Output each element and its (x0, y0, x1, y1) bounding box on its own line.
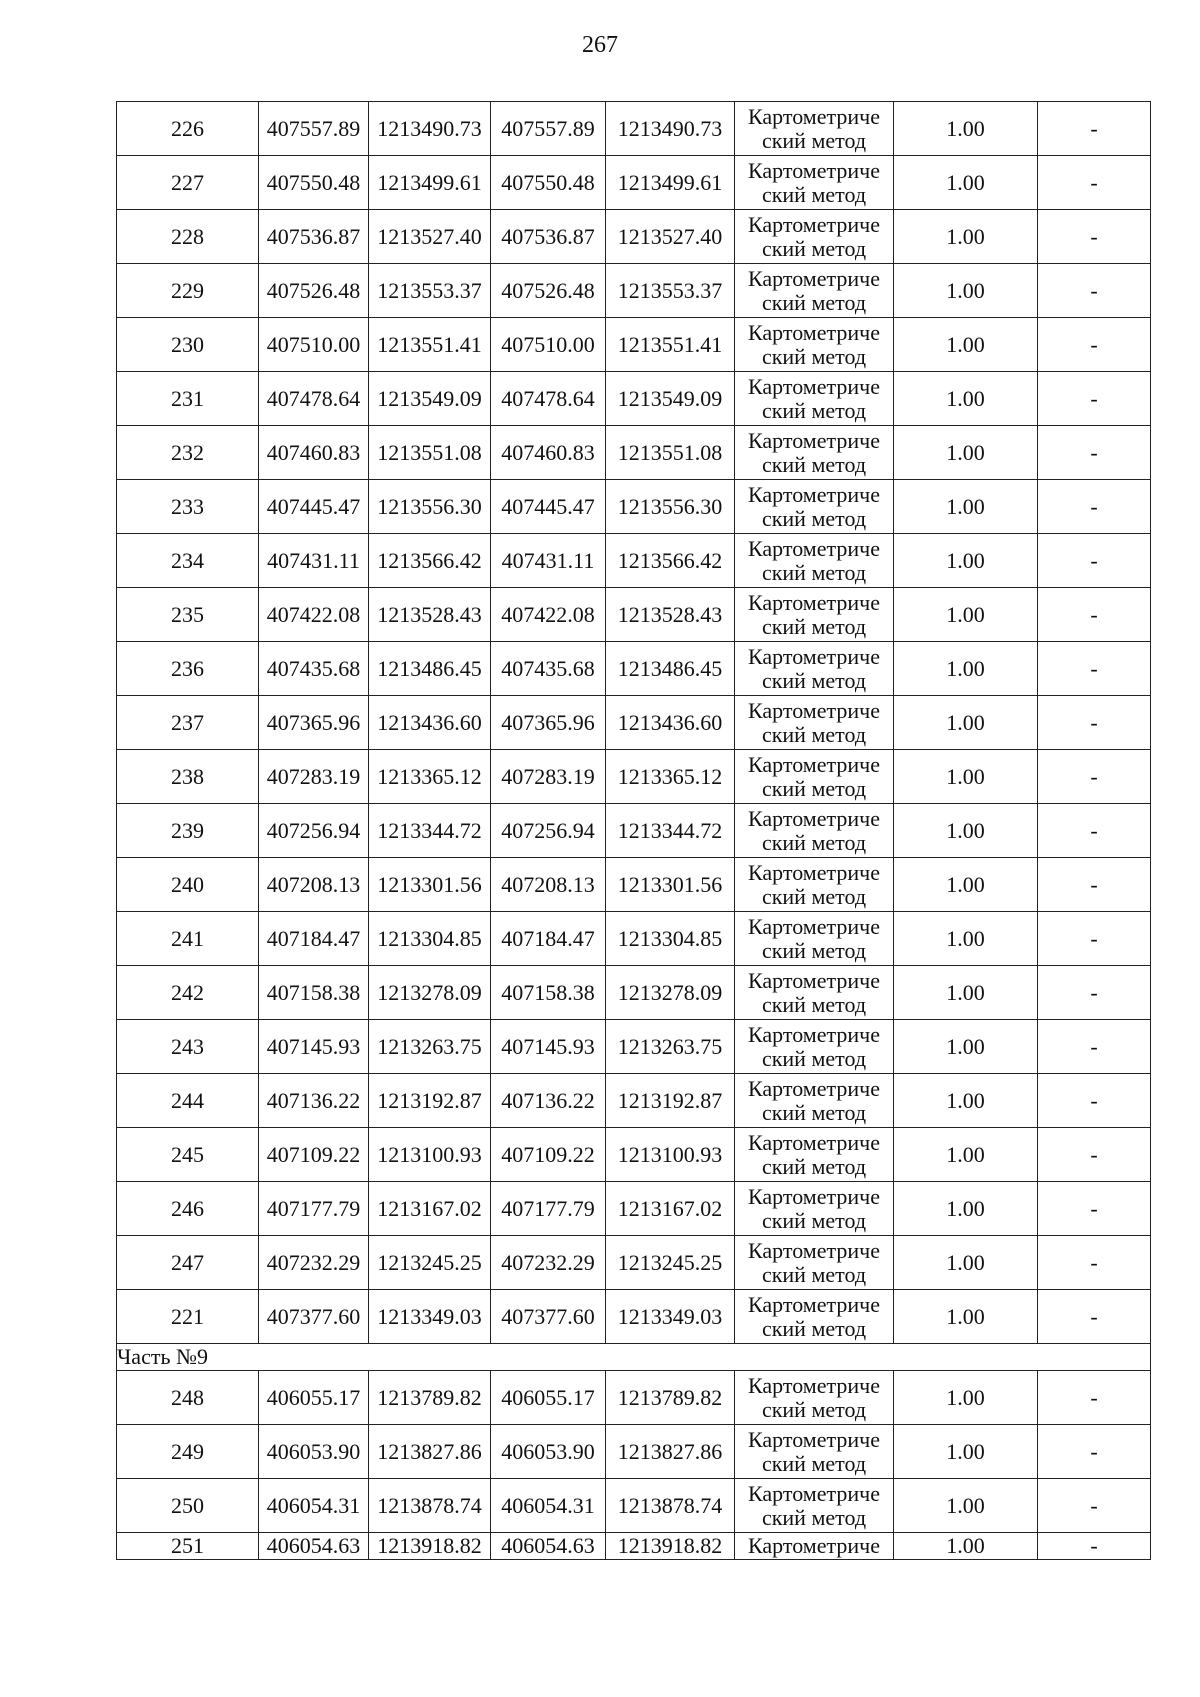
coord-y-existing: 1213365.12 (369, 750, 491, 804)
coord-y-existing: 1213100.93 (369, 1128, 491, 1182)
coord-y-existing: 1213499.61 (369, 156, 491, 210)
accuracy-value: 1.00 (894, 642, 1038, 696)
description-value: - (1038, 1371, 1151, 1425)
method-line-2: ский метод (761, 451, 867, 477)
method-line-1: Картометриче (748, 211, 880, 237)
table-row (117, 1479, 1151, 1533)
coord-x-existing: 407435.68 (259, 642, 369, 696)
table-row (117, 1425, 1151, 1479)
method-cell (735, 1074, 894, 1128)
method-line-1: Картометриче (748, 157, 880, 183)
coord-y-existing: 1213556.30 (369, 480, 491, 534)
coord-y-new: 1213304.85 (606, 912, 735, 966)
method-line-1: Картометриче (748, 589, 880, 615)
coord-x-new: 407435.68 (491, 642, 606, 696)
method-line-1: Картометриче (748, 1075, 880, 1101)
point-number: 234 (117, 534, 259, 588)
method-cell (735, 1020, 894, 1074)
method-cell: Картометриче (735, 1533, 894, 1560)
method-line-1: Картометриче (748, 1129, 880, 1155)
description-value: - (1038, 1533, 1151, 1560)
coord-y-new: 1213827.86 (606, 1425, 735, 1479)
coord-y-existing: 1213789.82 (369, 1371, 491, 1425)
table-row (117, 642, 1151, 696)
point-number: 251 (117, 1533, 259, 1560)
description-value: - (1038, 750, 1151, 804)
coord-y-new: 1213263.75 (606, 1020, 735, 1074)
coord-x-new: 407184.47 (491, 912, 606, 966)
coord-y-existing: 1213827.86 (369, 1425, 491, 1479)
method-line-2: ский метод (761, 1504, 867, 1530)
coord-y-new: 1213344.72 (606, 804, 735, 858)
coord-y-new: 1213527.40 (606, 210, 735, 264)
accuracy-value: 1.00 (894, 480, 1038, 534)
coord-y-new: 1213553.37 (606, 264, 735, 318)
table-row (117, 1128, 1151, 1182)
method-cell (735, 1425, 894, 1479)
method-line-1: Картометриче (748, 697, 880, 723)
description-value: - (1038, 804, 1151, 858)
method-line-1: Картометриче (748, 1183, 880, 1209)
coord-y-existing: 1213245.25 (369, 1236, 491, 1290)
method-cell (735, 318, 894, 372)
accuracy-value: 1.00 (894, 804, 1038, 858)
table-row (117, 588, 1151, 642)
description-value: - (1038, 1182, 1151, 1236)
coord-x-existing: 407136.22 (259, 1074, 369, 1128)
method-cell (735, 966, 894, 1020)
method-line-2: ский метод (761, 289, 867, 315)
point-number: 231 (117, 372, 259, 426)
coord-y-existing: 1213549.09 (369, 372, 491, 426)
point-number: 228 (117, 210, 259, 264)
table-row (117, 858, 1151, 912)
method-line-1: Картометриче (748, 319, 880, 345)
coord-x-existing: 407256.94 (259, 804, 369, 858)
coord-x-new: 407526.48 (491, 264, 606, 318)
method-cell (735, 642, 894, 696)
table-row (117, 966, 1151, 1020)
method-cell (735, 102, 894, 156)
coord-x-new: 406055.17 (491, 1371, 606, 1425)
point-number: 244 (117, 1074, 259, 1128)
method-line-2: ский метод (761, 1045, 867, 1071)
coord-x-new: 407232.29 (491, 1236, 606, 1290)
accuracy-value: 1.00 (894, 1236, 1038, 1290)
point-number: 233 (117, 480, 259, 534)
description-value: - (1038, 480, 1151, 534)
coord-x-new: 407283.19 (491, 750, 606, 804)
method-line-2: ский метод (761, 397, 867, 423)
coord-x-existing: 407431.11 (259, 534, 369, 588)
accuracy-value: 1.00 (894, 372, 1038, 426)
accuracy-value: 1.00 (894, 1020, 1038, 1074)
table-row (117, 318, 1151, 372)
coord-y-existing: 1213263.75 (369, 1020, 491, 1074)
description-value: - (1038, 1479, 1151, 1533)
method-line-1: Картометриче (748, 427, 880, 453)
coord-y-new: 1213245.25 (606, 1236, 735, 1290)
accuracy-value: 1.00 (894, 1371, 1038, 1425)
coord-x-existing: 407365.96 (259, 696, 369, 750)
point-number: 239 (117, 804, 259, 858)
method-line-2: ский метод (761, 1207, 867, 1233)
coord-x-new: 407431.11 (491, 534, 606, 588)
method-line-1: Картометриче (748, 643, 880, 669)
method-line-2: ский метод (761, 667, 867, 693)
table-row (117, 696, 1151, 750)
coord-y-new: 1213528.43 (606, 588, 735, 642)
accuracy-value: 1.00 (894, 696, 1038, 750)
coord-x-existing: 406053.90 (259, 1425, 369, 1479)
coord-x-new: 407557.89 (491, 102, 606, 156)
description-value: - (1038, 1074, 1151, 1128)
table-row (117, 804, 1151, 858)
accuracy-value: 1.00 (894, 858, 1038, 912)
point-number: 236 (117, 642, 259, 696)
method-cell (735, 696, 894, 750)
method-line-1: Картометриче (748, 913, 880, 939)
method-line-2: ский метод (761, 505, 867, 531)
method-line-2: ский метод (761, 1099, 867, 1125)
description-value: - (1038, 102, 1151, 156)
accuracy-value: 1.00 (894, 1479, 1038, 1533)
coord-x-existing: 407557.89 (259, 102, 369, 156)
method-cell (735, 1290, 894, 1344)
coord-y-new: 1213551.41 (606, 318, 735, 372)
coord-x-existing: 407478.64 (259, 372, 369, 426)
method-line-1: Картометриче (748, 103, 880, 129)
method-cell (735, 588, 894, 642)
method-line-2: ский метод (761, 829, 867, 855)
coord-y-new: 1213349.03 (606, 1290, 735, 1344)
method-line-1: Картометриче (748, 373, 880, 399)
coord-x-existing: 407510.00 (259, 318, 369, 372)
method-line-2: ский метод (761, 1261, 867, 1287)
description-value: - (1038, 858, 1151, 912)
coord-x-new: 407478.64 (491, 372, 606, 426)
accuracy-value: 1.00 (894, 210, 1038, 264)
method-line-1: Картометриче (748, 1426, 880, 1452)
table-row (117, 534, 1151, 588)
coord-x-new: 406054.63 (491, 1533, 606, 1560)
method-line-1: Картометриче (748, 1237, 880, 1263)
coord-x-new: 407136.22 (491, 1074, 606, 1128)
method-line-2: ский метод (761, 1153, 867, 1179)
point-number: 242 (117, 966, 259, 1020)
coord-y-new: 1213301.56 (606, 858, 735, 912)
point-number: 232 (117, 426, 259, 480)
accuracy-value: 1.00 (894, 912, 1038, 966)
table-row (117, 1290, 1151, 1344)
accuracy-value: 1.00 (894, 534, 1038, 588)
table-row (117, 1020, 1151, 1074)
coord-y-new: 1213878.74 (606, 1479, 735, 1533)
coord-x-new: 407550.48 (491, 156, 606, 210)
point-number: 245 (117, 1128, 259, 1182)
coord-y-new: 1213365.12 (606, 750, 735, 804)
accuracy-value: 1.00 (894, 426, 1038, 480)
method-cell (735, 912, 894, 966)
method-cell (735, 426, 894, 480)
table-row (117, 750, 1151, 804)
method-line-1: Картометриче (748, 967, 880, 993)
coord-y-existing: 1213551.08 (369, 426, 491, 480)
method-line-2: ский метод (761, 991, 867, 1017)
section-row (117, 1344, 1151, 1371)
method-cell (735, 1128, 894, 1182)
coord-x-existing: 407109.22 (259, 1128, 369, 1182)
coord-x-existing: 407232.29 (259, 1236, 369, 1290)
table-row (117, 1371, 1151, 1425)
accuracy-value: 1.00 (894, 102, 1038, 156)
accuracy-value: 1.00 (894, 1533, 1038, 1560)
coord-y-new: 1213486.45 (606, 642, 735, 696)
point-number: 227 (117, 156, 259, 210)
table-row (117, 264, 1151, 318)
coord-x-new: 407536.87 (491, 210, 606, 264)
method-line-2: ский метод (761, 937, 867, 963)
table-row (117, 372, 1151, 426)
coord-y-existing: 1213551.41 (369, 318, 491, 372)
method-line-2: ский метод (761, 613, 867, 639)
table-row (117, 102, 1151, 156)
coord-x-existing: 406054.31 (259, 1479, 369, 1533)
method-cell (735, 1371, 894, 1425)
accuracy-value: 1.00 (894, 966, 1038, 1020)
coord-x-existing: 406055.17 (259, 1371, 369, 1425)
method-line-2: ский метод (761, 559, 867, 585)
coord-y-existing: 1213528.43 (369, 588, 491, 642)
method-cell (735, 1479, 894, 1533)
method-line-1: Картометриче (748, 1021, 880, 1047)
point-number: 238 (117, 750, 259, 804)
method-line-1: Картометриче (748, 265, 880, 291)
description-value: - (1038, 318, 1151, 372)
coord-y-new: 1213551.08 (606, 426, 735, 480)
coord-x-existing: 407422.08 (259, 588, 369, 642)
method-cell (735, 210, 894, 264)
coord-y-existing: 1213918.82 (369, 1533, 491, 1560)
table-row (117, 1533, 1151, 1560)
table-row (117, 156, 1151, 210)
coord-y-existing: 1213304.85 (369, 912, 491, 966)
method-line-2: ский метод (761, 721, 867, 747)
coord-x-existing: 407283.19 (259, 750, 369, 804)
table-row (117, 1236, 1151, 1290)
description-value: - (1038, 588, 1151, 642)
accuracy-value: 1.00 (894, 750, 1038, 804)
coord-y-existing: 1213527.40 (369, 210, 491, 264)
coord-x-new: 407109.22 (491, 1128, 606, 1182)
accuracy-value: 1.00 (894, 588, 1038, 642)
table-row (117, 480, 1151, 534)
method-line-1: Картометриче (748, 1291, 880, 1317)
method-line-2: ский метод (761, 181, 867, 207)
accuracy-value: 1.00 (894, 1425, 1038, 1479)
table-row (117, 912, 1151, 966)
coord-y-existing: 1213301.56 (369, 858, 491, 912)
coord-y-new: 1213436.60 (606, 696, 735, 750)
accuracy-value: 1.00 (894, 1128, 1038, 1182)
description-value: - (1038, 966, 1151, 1020)
description-value: - (1038, 372, 1151, 426)
page-number: 267 (582, 32, 618, 58)
accuracy-value: 1.00 (894, 264, 1038, 318)
description-value: - (1038, 912, 1151, 966)
coord-y-existing: 1213553.37 (369, 264, 491, 318)
description-value: - (1038, 1128, 1151, 1182)
description-value: - (1038, 696, 1151, 750)
method-cell (735, 1182, 894, 1236)
method-line-2: ский метод (761, 235, 867, 261)
description-value: - (1038, 210, 1151, 264)
method-cell (735, 750, 894, 804)
accuracy-value: 1.00 (894, 1290, 1038, 1344)
method-line-2: ский метод (761, 343, 867, 369)
description-value: - (1038, 534, 1151, 588)
coord-x-existing: 407526.48 (259, 264, 369, 318)
coord-x-existing: 407536.87 (259, 210, 369, 264)
method-line-2: ский метод (761, 1450, 867, 1476)
table-row (117, 1182, 1151, 1236)
coord-y-existing: 1213878.74 (369, 1479, 491, 1533)
point-number: 249 (117, 1425, 259, 1479)
table-row (117, 210, 1151, 264)
description-value: - (1038, 1290, 1151, 1344)
coord-x-new: 407256.94 (491, 804, 606, 858)
coord-y-new: 1213549.09 (606, 372, 735, 426)
description-value: - (1038, 642, 1151, 696)
coord-x-new: 407365.96 (491, 696, 606, 750)
point-number: 230 (117, 318, 259, 372)
coord-x-new: 407445.47 (491, 480, 606, 534)
coord-y-new: 1213566.42 (606, 534, 735, 588)
coord-y-new: 1213192.87 (606, 1074, 735, 1128)
table-row (117, 1074, 1151, 1128)
point-number: 241 (117, 912, 259, 966)
coord-x-existing: 407460.83 (259, 426, 369, 480)
coord-y-existing: 1213167.02 (369, 1182, 491, 1236)
point-number: 248 (117, 1371, 259, 1425)
point-number: 226 (117, 102, 259, 156)
coord-x-existing: 407377.60 (259, 1290, 369, 1344)
coord-y-existing: 1213566.42 (369, 534, 491, 588)
description-value: - (1038, 264, 1151, 318)
method-line-1: Картометриче (748, 481, 880, 507)
section-label: Часть №9 (117, 1344, 1151, 1371)
method-line-2: ский метод (761, 127, 867, 153)
coord-x-new: 407377.60 (491, 1290, 606, 1344)
coord-y-new: 1213918.82 (606, 1533, 735, 1560)
description-value: - (1038, 156, 1151, 210)
point-number: 243 (117, 1020, 259, 1074)
point-number: 240 (117, 858, 259, 912)
coord-y-existing: 1213344.72 (369, 804, 491, 858)
coordinates-table (116, 101, 1151, 1560)
method-line-1: Картометриче (748, 859, 880, 885)
coord-x-new: 407158.38 (491, 966, 606, 1020)
coord-x-existing: 407184.47 (259, 912, 369, 966)
coord-x-existing: 407145.93 (259, 1020, 369, 1074)
point-number: 229 (117, 264, 259, 318)
method-line-2: ский метод (761, 1396, 867, 1422)
method-cell (735, 372, 894, 426)
coord-y-existing: 1213436.60 (369, 696, 491, 750)
method-cell (735, 1236, 894, 1290)
accuracy-value: 1.00 (894, 156, 1038, 210)
method-cell (735, 264, 894, 318)
coord-x-existing: 407158.38 (259, 966, 369, 1020)
accuracy-value: 1.00 (894, 1074, 1038, 1128)
coord-x-new: 407510.00 (491, 318, 606, 372)
coord-x-existing: 407208.13 (259, 858, 369, 912)
coord-y-existing: 1213192.87 (369, 1074, 491, 1128)
coord-y-existing: 1213349.03 (369, 1290, 491, 1344)
coord-x-existing: 407445.47 (259, 480, 369, 534)
coord-y-new: 1213789.82 (606, 1371, 735, 1425)
point-number: 246 (117, 1182, 259, 1236)
point-number: 250 (117, 1479, 259, 1533)
description-value: - (1038, 426, 1151, 480)
description-value: - (1038, 1236, 1151, 1290)
table-row (117, 426, 1151, 480)
coord-y-new: 1213499.61 (606, 156, 735, 210)
coord-x-existing: 407550.48 (259, 156, 369, 210)
coord-x-new: 407422.08 (491, 588, 606, 642)
method-cell (735, 804, 894, 858)
method-line-1: Картометриче (748, 535, 880, 561)
point-number: 237 (117, 696, 259, 750)
coord-x-new: 406054.31 (491, 1479, 606, 1533)
coord-x-new: 407145.93 (491, 1020, 606, 1074)
coord-y-new: 1213167.02 (606, 1182, 735, 1236)
coord-x-existing: 407177.79 (259, 1182, 369, 1236)
accuracy-value: 1.00 (894, 1182, 1038, 1236)
method-line-1: Картометриче (748, 751, 880, 777)
coord-y-existing: 1213490.73 (369, 102, 491, 156)
coord-x-new: 406053.90 (491, 1425, 606, 1479)
point-number: 221 (117, 1290, 259, 1344)
method-line-1: Картометриче (748, 1480, 880, 1506)
coord-y-existing: 1213278.09 (369, 966, 491, 1020)
accuracy-value: 1.00 (894, 318, 1038, 372)
point-number: 235 (117, 588, 259, 642)
coord-y-new: 1213490.73 (606, 102, 735, 156)
method-cell (735, 534, 894, 588)
method-line-2: ский метод (761, 883, 867, 909)
method-line-1: Картометриче (748, 1372, 880, 1398)
description-value: - (1038, 1020, 1151, 1074)
coord-y-existing: 1213486.45 (369, 642, 491, 696)
method-cell (735, 480, 894, 534)
method-cell (735, 858, 894, 912)
description-value: - (1038, 1425, 1151, 1479)
coord-y-new: 1213278.09 (606, 966, 735, 1020)
point-number: 247 (117, 1236, 259, 1290)
coord-x-new: 407460.83 (491, 426, 606, 480)
coord-x-existing: 406054.63 (259, 1533, 369, 1560)
method-line-2: ский метод (761, 1315, 867, 1341)
coord-x-new: 407177.79 (491, 1182, 606, 1236)
coord-y-new: 1213100.93 (606, 1128, 735, 1182)
method-line-2: ский метод (761, 775, 867, 801)
method-line-1: Картометриче (748, 805, 880, 831)
coord-y-new: 1213556.30 (606, 480, 735, 534)
method-cell (735, 156, 894, 210)
coord-x-new: 407208.13 (491, 858, 606, 912)
